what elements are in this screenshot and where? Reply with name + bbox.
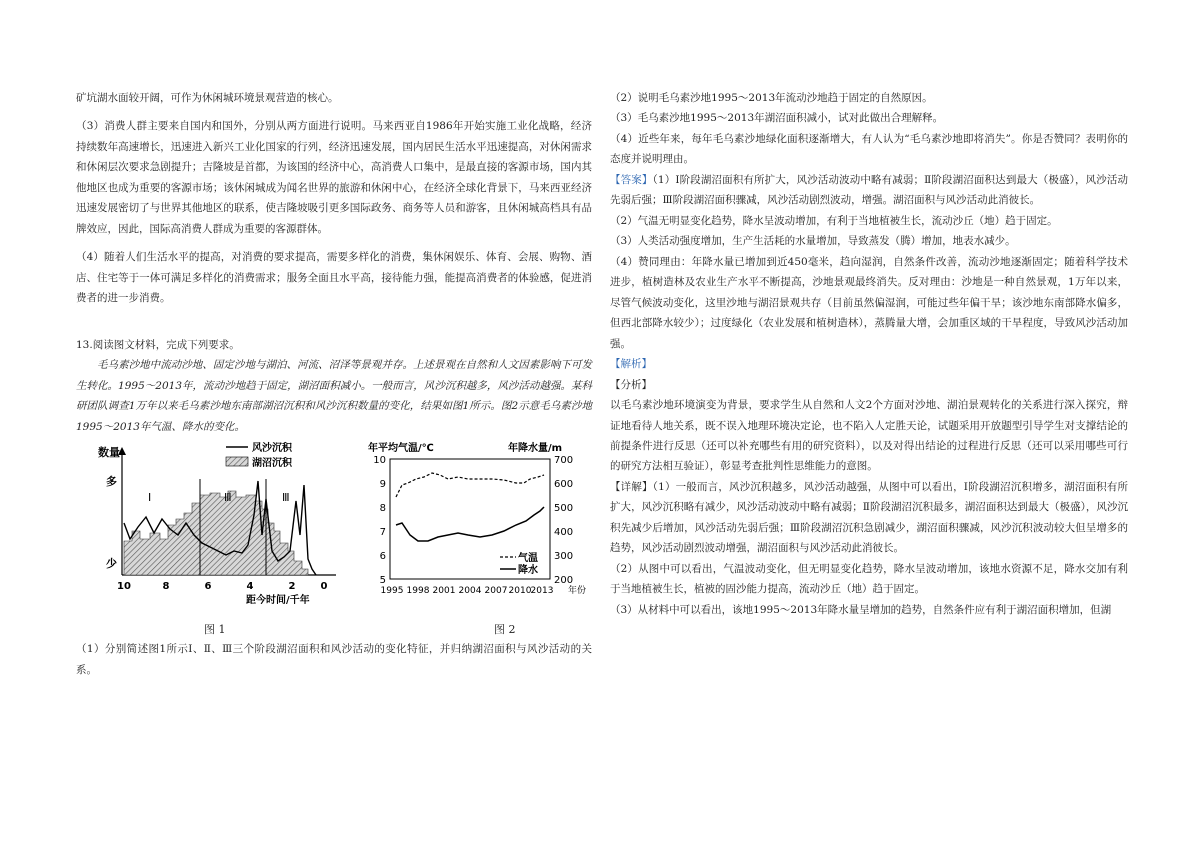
fig2-xtick: 2001: [432, 586, 456, 597]
fig2-ytick-right: 200: [554, 575, 574, 587]
answer-4: （4）赞同理由：年降水量已增加到近450毫米，趋向湿润，自然条件改善，流动沙地逐渐固定；随着科学技术进步，植树造林及农业生产水平不断提高，沙地景观最终消失。反对理由：沙地是一种自然景观，1万年以来，尽管气候波动变化，这里沙地与湖沼景观共存（目前虽然偏湿润，可能过些年偏干旱；该沙地东南部降水偏多，但西北部降水较少）；过度绿化（农业发展和植树造林），蒸腾量大增，会加重区域的干旱程度，导致风沙活动加强。: [610, 255, 1128, 350]
detail-1: 【详解】（1）一般而言，风沙沉积越多，风沙活动越强，从图中可以看出，Ⅰ阶段湖沼沉积增多，湖沼面积有所扩大，风沙沉积略有减少，风沙活动波动中略有减弱；Ⅱ阶段湖沼沉积最多，湖沼面积达到最大（极盛），风沙沉积先减少后增加，风沙活动先弱后强；Ⅲ阶段湖沼沉积急剧减少，湖沼面积骤减，风沙沉积波动较大但呈增多的趋势，风沙活动剧烈波动增强，湖沼面积与风沙活动此消彼长。: [610, 480, 1128, 555]
material-text: 毛乌素沙地中流动沙地、固定沙地与湖泊、河流、沼泽等景观并存。上述景观在自然和人文因素影响下可发生转化。1995～2013年，流动沙地趋于固定，湖沼面积减小。一般而言，风沙沉积越多，风沙活动越强。某科研团队调查1万年以来毛乌素沙地东南部湖沼沉积和风沙沉积数量的变化，结果如图1所示。图2示意毛乌素沙地1995～2013年气温、降水的变化。: [76, 359, 592, 433]
fig2-ytick-left: 6: [379, 551, 386, 563]
fig2-temperature-line: [396, 473, 544, 497]
fig1-xtick: 4: [246, 581, 254, 593]
answer-1-text: （1）Ⅰ阶段湖沼面积有所扩大，风沙活动波动中略有减弱；Ⅱ阶段湖沼面积达到最大（极盛），风沙活动先弱后强；Ⅲ阶段湖沼面积骤减，风沙活动剧烈波动，增强。湖沼面积与风沙活动此消彼长。: [610, 173, 1129, 207]
detail-3: （3）从材料中可以看出，该地1995～2013年降水量呈增加的趋势，自然条件应有利于湖沼面积增加，但湖: [610, 603, 1112, 616]
fig2-ytick-right: 500: [554, 503, 574, 515]
fig1-xtick: 6: [204, 581, 212, 593]
fig2-ytick-left: 7: [379, 527, 386, 539]
fig1-legend-lake-swatch: [226, 457, 248, 466]
fig1-stage-3: Ⅲ: [282, 491, 290, 505]
figures-row: [76, 439, 592, 639]
fig1-stage-1: Ⅰ: [148, 491, 152, 505]
fig2-legend-temp: 气温: [518, 553, 538, 565]
fenxi-heading: 【分析】: [610, 378, 652, 391]
answer-3: （3）人类活动强度增加，生产生活耗的水量增加，导致蒸发（腾）增加，地表水减少。: [610, 235, 1016, 248]
figure-1-caption: 图 1: [204, 623, 226, 637]
fig2-precipitation-line: [396, 507, 544, 541]
analysis-tag: 【解析】: [610, 358, 652, 371]
fig2-ylabel-left: 年平均气温/℃: [368, 443, 434, 455]
fig1-xtick: 10: [117, 581, 131, 593]
fig2-ytick-right: 400: [554, 527, 574, 539]
fig1-xtick: 2: [288, 581, 296, 593]
question-13-title: 13.阅读图文材料，完成下列要求。: [76, 338, 240, 351]
fig1-xlabel: 距今时间/千年: [246, 595, 310, 607]
fig2-xunit: 年份: [568, 586, 587, 597]
question-3: （3）毛乌素沙地1995～2013年湖沼面积减小，试对此做出合理解释。: [610, 112, 944, 125]
answer-tag: 【答案】: [610, 173, 653, 186]
question-2: （2）说明毛乌素沙地1995～2013年流动沙地趋于固定的自然原因。: [610, 92, 933, 104]
fig2-xtick: 1995: [380, 586, 404, 597]
answer-paragraph-intro: 矿坑湖水面较开阔，可作为休闲城环境景观营造的核心。: [76, 92, 339, 104]
fig2-ytick-left: 5: [379, 575, 386, 587]
figure-2-chart: [368, 439, 592, 609]
right-column: [610, 88, 1128, 620]
fig1-legend-wind: 风沙沉积: [252, 443, 292, 455]
fig1-legend-lake: 湖沼沉积: [252, 458, 292, 470]
fig2-ytick-left: 8: [379, 503, 386, 515]
detail-2: （2）从图中可以看出，气温波动变化，但无明显变化趋势，降水呈波动增加，该地水资源不足，降水交加有利于当地植被生长，植被的固沙能力提高，流动沙丘（地）趋于固定。: [610, 562, 1128, 596]
fig1-xtick: 0: [320, 581, 328, 593]
fig2-xtick: 2007: [484, 586, 508, 597]
left-column: [76, 88, 592, 680]
figure-2-caption: 图 2: [494, 623, 516, 637]
fig2-ytick-left: 9: [379, 479, 386, 491]
fig1-ylabel: 数量: [98, 446, 120, 460]
question-4: （4）近些年来，每年毛乌素沙地绿化面积逐渐增大，有人认为“毛乌素沙地即将消失”。你是否赞同？表明你的态度并说明理由。: [610, 132, 1128, 166]
fig2-ytick-right: 600: [554, 479, 574, 491]
analysis-text: 以毛乌素沙地环境演变为背景，要求学生从自然和人文2个方面对沙地、湖泊景观转化的关系进行深入探究，辩证地看待人地关系，既不误入地理环境决定论，也不陷入人定胜天论，试题采用开放题型引导学生对支撑结论的前提条件进行反思（还可以补充哪些有用的研究资料），以及对得出结论的过程进行反思（还可以采用哪些可行的研究方法相互验证），彰显考查批判性思维能力的意图。: [610, 399, 1128, 473]
fig1-stage-2: Ⅲ: [224, 491, 232, 505]
fig1-y-more: 多: [106, 475, 117, 489]
fig2-xtick: 2010: [508, 586, 532, 597]
fig2-legend-rain: 降水: [518, 565, 538, 577]
fig1-xtick: 8: [162, 581, 170, 593]
figure-1-chart: [96, 439, 364, 609]
fig1-lake-area: [124, 491, 308, 575]
fig2-xtick: 2004: [458, 586, 482, 597]
fig2-xtick: 1998: [406, 586, 430, 597]
fig2-xtick: 2013: [530, 586, 554, 597]
sub-question-1: （1）分别简述图1所示Ⅰ、Ⅱ、Ⅲ三个阶段湖沼面积和风沙活动的变化特征，并归纳湖沼面积与风沙活动的关系。: [76, 643, 592, 676]
fig2-ytick-left: 10: [373, 455, 386, 467]
answer-2: （2）气温无明显变化趋势，降水呈波动增加，有利于当地植被生长，流动沙丘（地）趋于固定。: [610, 214, 1058, 227]
answer-1: [610, 170, 1128, 211]
fig2-ytick-right: 700: [554, 455, 574, 467]
fig2-ytick-right: 300: [554, 551, 574, 563]
answer-paragraph-4: （4）随着人们生活水平的提高，对消费的要求提高，需要多样化的消费，集休闲娱乐、体育、会展、购物、酒店、住宅等于一体可满足多样化的消费需求；服务全面且水平高，接待能力强，能提高消费者的体验感，促进消费者的进一步消费。: [76, 251, 592, 305]
answer-paragraph-3: （3）消费人群主要来自国内和国外，分别从两方面进行说明。马来西亚自1986年开始实施工业化战略，经济持续数年高速增长，迅速进入新兴工业化国家的行列，经济迅速发展，国内居民生活水平迅速提高，对休闲需求和休闲层次要求急剧提升；吉隆坡是首都，为该国的经济中心，高消费人口集中，是最直接的客源市场，国内其他地区也成为重要的客源市场；该休闲城成为闻名世界的旅游和休闲中心，在经济全球化背景下，马来西亚经济迅速发展密切了与世界其他地区的联系，使吉隆坡吸引更多国际政务、商务等人员和游客，且休闲城高档具有品牌效应，因此，国际高消费人群成为重要的客源群体。: [76, 120, 592, 235]
fig1-y-less: 少: [106, 557, 117, 571]
fig2-ylabel-right: 年降水量/m: [508, 443, 563, 455]
